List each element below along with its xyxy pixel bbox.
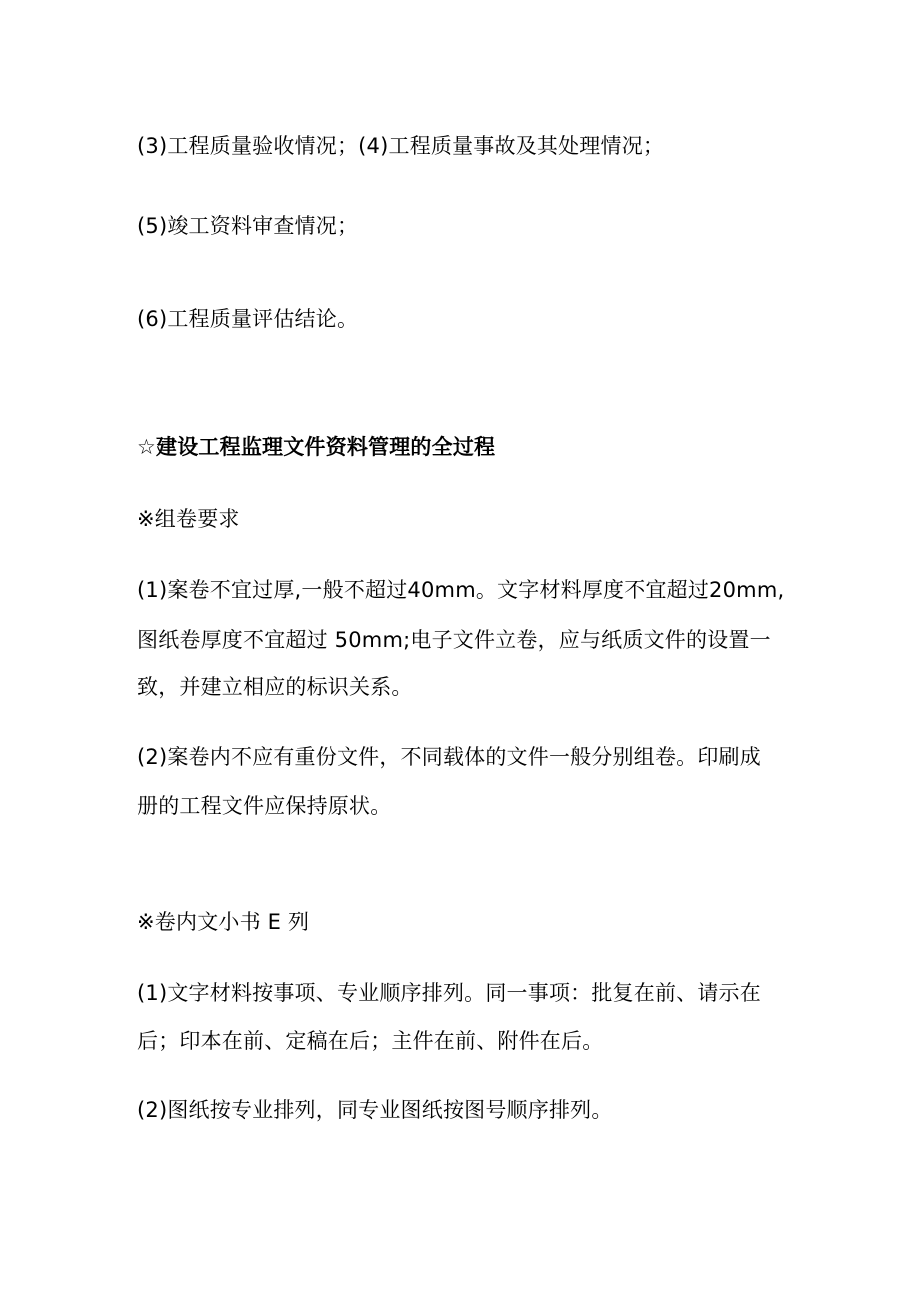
- text-line-order-1a: (1)文字材料按事项、专业顺序排列。同一事项：批复在前、请示在: [137, 981, 761, 1005]
- text-line-filing-1c: 致，并建立相应的标识关系。: [137, 675, 413, 699]
- subheading-filing-requirements: ※组卷要求: [137, 507, 240, 531]
- text-line-order-2: (2)图纸按专业排列，同专业图纸按图号顺序排列。: [137, 1098, 613, 1122]
- text-line-completion-review: (5)竣工资料审查情况；: [137, 214, 359, 238]
- text-line-quality-conclusion: (6)工程质量评估结论。: [137, 307, 359, 331]
- text-line-quality-acceptance: (3)工程质量验收情况；(4)工程质量事故及其处理情况；: [137, 134, 665, 158]
- text-line-order-1b: 后；印本在前、定稿在后；主件在前、附件在后。: [137, 1029, 604, 1053]
- text-line-filing-1a: (1)案卷不宜过厚,一般不超过40mm。文字材料厚度不宜超过20mm,: [137, 578, 785, 602]
- text-line-filing-2a: (2)案卷内不应有重份文件，不同载体的文件一般分别组卷。印刷成: [137, 745, 761, 769]
- text-line-filing-2b: 册的工程文件应保持原状。: [137, 794, 392, 818]
- section-heading: ☆建设工程监理文件资料管理的全过程: [137, 435, 496, 459]
- subheading-volume-order: ※卷内文小书 E 列: [137, 910, 310, 934]
- text-line-filing-1b: 图纸卷厚度不宜超过 50mm;电子文件立卷，应与纸质文件的设置一: [137, 628, 771, 652]
